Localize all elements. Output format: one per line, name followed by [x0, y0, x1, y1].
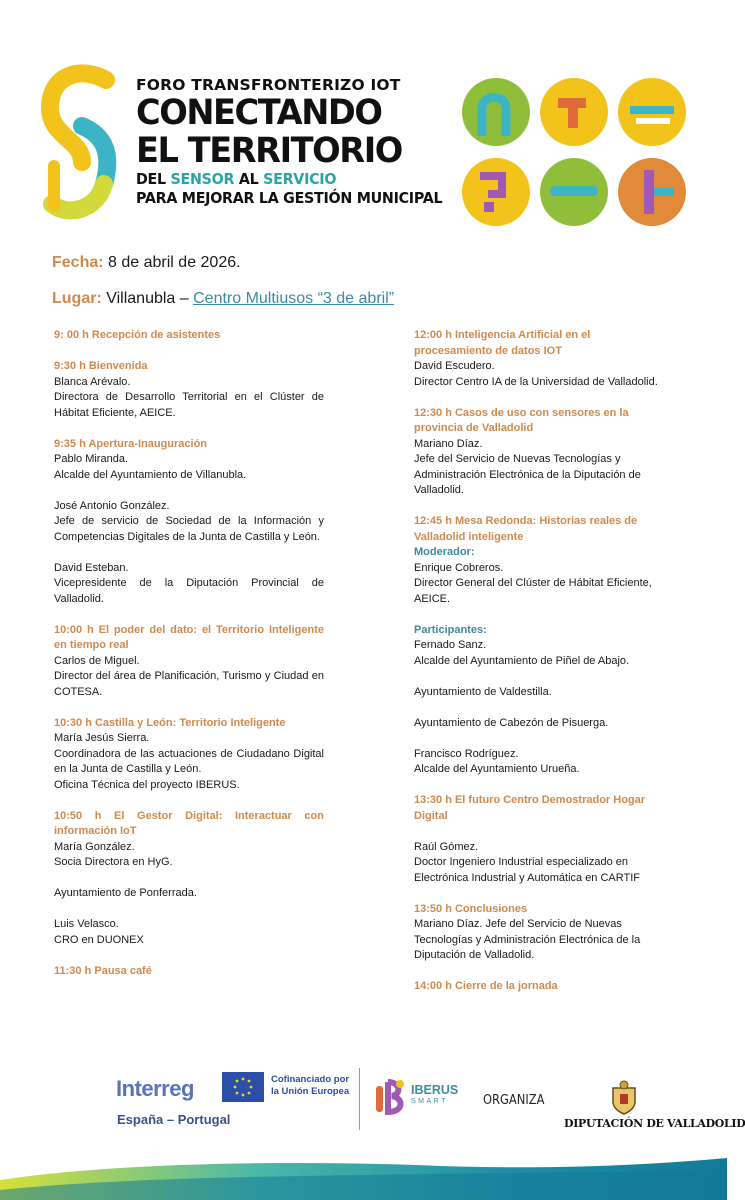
- speaker-name: David Esteban.: [54, 561, 129, 574]
- speaker-name: María González.: [54, 840, 135, 853]
- speaker-role: Jefe del Servicio de Nuevas Tecnologías y Administración Electrónica de la Diputación de Valladolid.: [414, 453, 641, 496]
- forum-subtitle-line2: PARA MEJORAR LA GESTIÓN MUNICIPAL: [136, 189, 443, 207]
- speaker-name: Pablo Miranda.: [54, 453, 128, 465]
- eu-cofinancing-text: Cofinanciado por la Unión Europea: [271, 1074, 350, 1097]
- moderator-label: Moderador:: [414, 546, 475, 558]
- forum-title: [136, 76, 456, 208]
- speaker-name: Francisco Rodríguez.: [414, 747, 519, 760]
- decorative-wave-icon: [0, 1156, 727, 1200]
- speaker-name: David Escudero.: [414, 360, 495, 372]
- agenda-left-column: [54, 328, 324, 995]
- speaker-role: Director General del Clúster de Hábitat Eficiente, AEICE.: [414, 577, 652, 605]
- iberus-logo-icon: [374, 1076, 408, 1116]
- agenda-item: [54, 437, 324, 608]
- speaker-name: José Antonio González.: [54, 499, 170, 512]
- speaker-role: CRO en DUONEX: [54, 933, 144, 946]
- agenda-heading: 12:30 h Casos de uso con sensores en la provincia de Valladolid: [414, 406, 629, 434]
- speaker-name: Blanca Arévalo.: [54, 375, 131, 388]
- forum-title-line1: CONECTANDO: [136, 93, 382, 133]
- speaker-name: Fernado Sanz.: [414, 639, 487, 651]
- agenda-item: [54, 964, 324, 980]
- agenda-heading: 10:50 h El Gestor Digital: Interactuar con información IoT: [54, 809, 324, 837]
- agenda-heading: 13:30 h El futuro Centro Demostrador Hogar Digital: [414, 794, 646, 822]
- agenda-item: [54, 328, 324, 344]
- agenda-item: [414, 406, 666, 499]
- speaker-role: Ayuntamiento de Valdestilla.: [414, 685, 552, 698]
- agenda-right-column: [414, 328, 666, 1010]
- speaker-name: Luis Velasco.: [54, 918, 119, 930]
- speaker-role: Director Centro IA de la Universidad de Valladolid.: [414, 375, 658, 388]
- header-banner: [0, 0, 727, 250]
- event-date: [52, 254, 241, 272]
- speaker-role: Oficina Técnica del proyecto IBERUS.: [54, 778, 240, 791]
- agenda-heading: 11:30 h Pausa café: [54, 964, 152, 977]
- event-place: [52, 290, 394, 308]
- agenda-item: [54, 359, 324, 421]
- speaker-role: Director del área de Planificación, Turismo y Ciudad en COTESA.: [54, 670, 324, 698]
- speaker-role: Alcalde del Ayuntamiento de Piñel de Abajo.: [414, 654, 630, 667]
- agenda-heading: 9: 00 h Recepción de asistentes: [54, 329, 221, 341]
- speaker-role: Alcalde del Ayuntamiento Urueña.: [414, 763, 580, 775]
- participants-label: Participantes:: [414, 623, 487, 636]
- agenda-heading: 10:30 h Castilla y León: Territorio Inteligente: [54, 716, 286, 729]
- speaker-role: Alcalde del Ayuntamiento de Villanubla.: [54, 468, 247, 481]
- agenda-item: [54, 809, 324, 949]
- diputacion-name: DIPUTACIÓN DE VALLADOLID: [564, 1116, 745, 1130]
- speaker-name: Enrique Cobreros.: [414, 561, 504, 574]
- forum-title-line2: EL TERRITORIO: [136, 131, 402, 171]
- agenda-heading: 13:50 h Conclusiones: [414, 902, 528, 915]
- speaker-role: Coordinadora de las actuaciones de Ciudadano Digital en la Junta de Castilla y León.: [54, 747, 324, 775]
- organiza-label: ORGANIZA: [483, 1092, 545, 1108]
- agenda-item: [414, 328, 666, 390]
- date-value: 8 de abril de 2026.: [103, 254, 241, 271]
- speaker-name: Mariano Díaz.: [414, 437, 483, 450]
- footer-logos: [0, 1060, 745, 1200]
- agenda-heading: 9:35 h Apertura-Inauguración: [54, 437, 208, 450]
- agenda-item: [414, 979, 666, 995]
- date-label: Fecha:: [52, 254, 104, 271]
- place-label: Lugar:: [52, 290, 102, 307]
- forum-kicker: FORO TRANSFRONTERIZO IOT: [136, 76, 401, 94]
- diputacion-crest-icon: [609, 1080, 639, 1116]
- speaker-role: Vicepresidente de la Diputación Provincial de Valladolid.: [54, 577, 324, 605]
- footer-divider: [359, 1068, 360, 1130]
- speaker-role: Ayuntamiento de Ponferrada.: [54, 887, 197, 899]
- speaker-role: Socia Directora en HyG.: [54, 856, 173, 868]
- interreg-region: España – Portugal: [117, 1112, 231, 1127]
- agenda-heading: 10:00 h El poder del dato: el Territorio Inteligente en tiempo real: [54, 623, 324, 651]
- speaker-role: Directora de Desarrollo Territorial en el Clúster de Hábitat Eficiente, AEICE.: [54, 391, 324, 419]
- agenda-item: [54, 716, 324, 794]
- place-value: Villanubla –: [101, 290, 194, 307]
- speaker-name: Carlos de Miguel.: [54, 654, 140, 667]
- forum-s-logo-icon: [42, 66, 120, 220]
- agenda-item: [54, 623, 324, 701]
- speaker-role: Ayuntamiento de Cabezón de Pisuerga.: [414, 716, 609, 729]
- speaker-name: María Jesús Sierra.: [54, 732, 150, 744]
- agenda-heading: 12:00 h Inteligencia Artificial en el procesamiento de datos IOT: [414, 329, 591, 357]
- forum-subtitle-line1: DEL SENSOR AL SERVICIO: [136, 170, 337, 188]
- agenda-item: [414, 793, 666, 886]
- eu-flag-icon: [222, 1072, 264, 1102]
- speaker-role: Mariano Díaz. Jefe del Servicio de Nuevas Tecnologías y Administración Electrónica de la Diputación de Valladolid.: [414, 918, 641, 961]
- speaker-name: Raúl Gómez.: [414, 840, 479, 853]
- decorative-circles-icon: [460, 76, 688, 228]
- iberus-logo-text: IBERUS SMART: [411, 1083, 459, 1105]
- agenda-item: [414, 514, 666, 778]
- speaker-role: Doctor Ingeniero Industrial especializado en Electrónica Industrial y Automática en CARTIF: [414, 856, 641, 884]
- agenda-heading: 12:45 h Mesa Redonda: Historias reales de Valladolid inteligente: [414, 515, 638, 543]
- venue-link[interactable]: Centro Multiusos “3 de abril”: [193, 290, 395, 307]
- speaker-role: Jefe de servicio de Sociedad de la Información y Competencias Digitales de la Junta de Castilla y León.: [54, 515, 324, 543]
- agenda-item: [414, 902, 666, 964]
- agenda-heading: 9:30 h Bienvenida: [54, 360, 148, 372]
- agenda-heading: 14:00 h Cierre de la jornada: [414, 980, 558, 992]
- interreg-logo: Interreg: [116, 1076, 194, 1101]
